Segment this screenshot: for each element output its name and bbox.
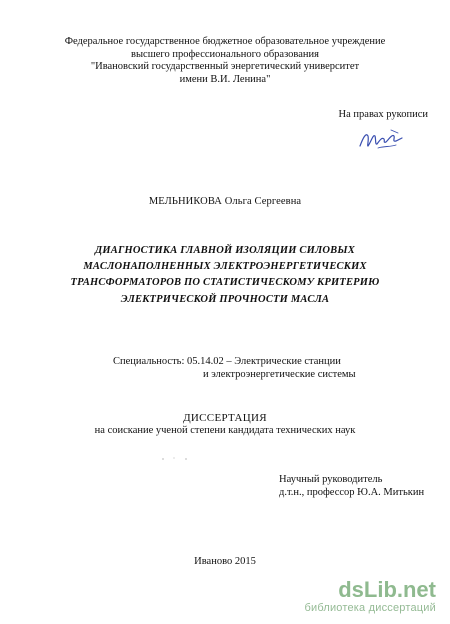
org-line-1: Федеральное государственное бюджетное образовательное учреждение xyxy=(64,36,386,47)
dissertation-title xyxy=(40,243,410,308)
dissertation-subtitle: на соискание ученой степени кандидата технических наук xyxy=(94,424,356,436)
city-year: Иваново 2015 xyxy=(194,556,256,567)
org-line-2: высшего профессионального образования xyxy=(131,48,319,60)
advisor-name: д.т.н., профессор Ю.А. Митькин xyxy=(279,486,425,498)
dissertation-heading: ДИССЕРТАЦИЯ xyxy=(183,412,267,424)
org-line-3: "Ивановский государственный энергетический университет xyxy=(90,61,360,73)
dslib-watermark xyxy=(276,578,436,614)
title-line-1: ДИАГНОСТИКА ГЛАВНОЙ ИЗОЛЯЦИИ СИЛОВЫХ xyxy=(95,245,355,256)
manuscript-rights-label: На правах рукописи xyxy=(338,109,428,120)
author-name: МЕЛЬНИКОВА Ольга Сергеевна xyxy=(148,196,302,207)
title-line-3: ТРАНСФОРМАТОРОВ ПО СТАТИСТИЧЕСКОМУ КРИТЕРИЮ xyxy=(70,277,380,289)
org-line-4: имени В.И. Ленина" xyxy=(179,73,271,85)
scientific-advisor xyxy=(279,474,424,499)
organization-header xyxy=(60,36,390,86)
title-line-2: МАСЛОНАПОЛНЕННЫХ ЭЛЕКТРОЭНЕРГЕТИЧЕСКИХ xyxy=(83,261,367,273)
title-line-4: ЭЛЕКТРИЧЕСКОЙ ПРОЧНОСТИ МАСЛА xyxy=(120,293,330,305)
specialty-line-1: Специальность: 05.14.02 – Электрические станции xyxy=(113,356,341,367)
specialty xyxy=(113,355,356,381)
watermark-logo: dsLib.net xyxy=(338,577,436,602)
specialty-line-2: и электроэнергетические системы xyxy=(203,369,356,380)
dissertation-block xyxy=(0,412,450,437)
watermark-subtitle: библиотека диссертаций xyxy=(304,602,436,614)
handwritten-signature xyxy=(356,124,404,154)
advisor-label: Научный руководитель xyxy=(279,474,383,485)
scan-speck-marks xyxy=(160,456,190,462)
